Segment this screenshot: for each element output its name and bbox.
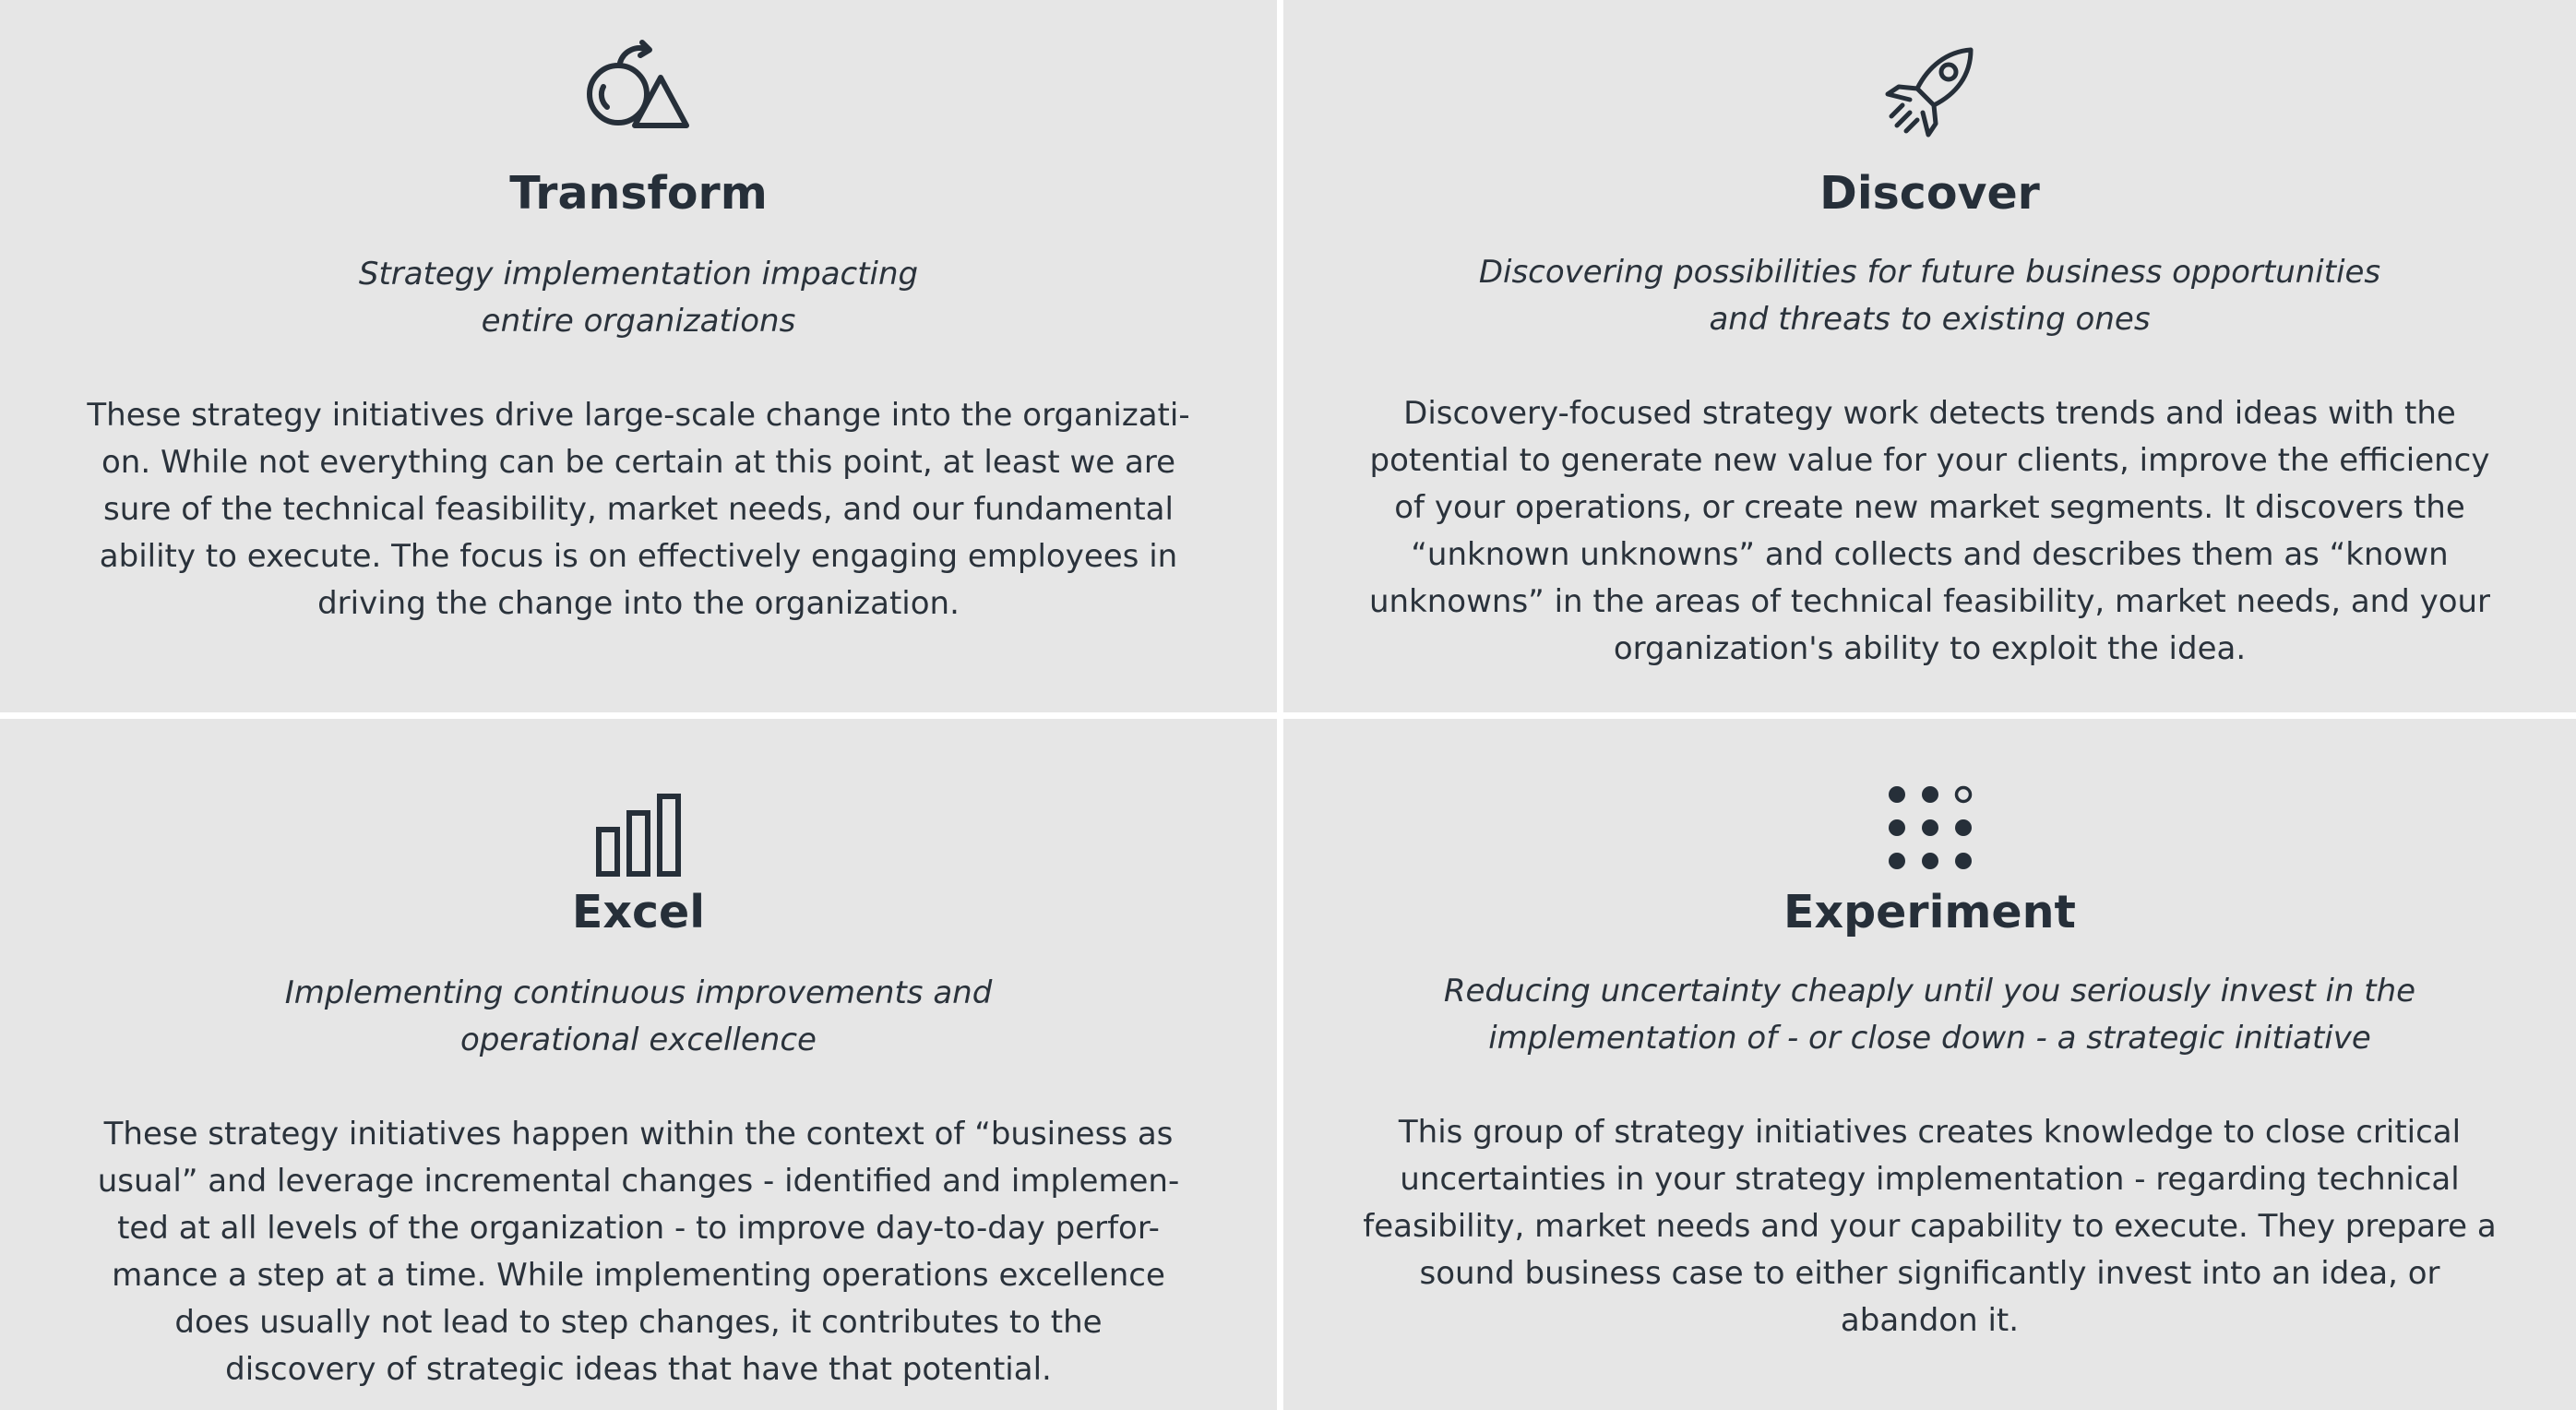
excel-subtitle-line: operational excellence	[460, 1022, 817, 1058]
transform-description-line: These strategy initiatives drive large-scale change into the organizati-	[87, 397, 1190, 434]
transform-description-line: driving the change into the organization.	[317, 585, 960, 622]
rocket-icon	[1882, 46, 1978, 138]
discover-card	[1283, 0, 2576, 712]
experiment-description-line: uncertainties in your strategy implementation - regarding technical	[1400, 1161, 2460, 1198]
excel-description-line: ted at all levels of the organization - to improve day-to-day perfor-	[117, 1210, 1160, 1247]
excel-card	[0, 719, 1277, 1410]
excel-description-line: These strategy initiatives happen within the context of “business as	[103, 1116, 1174, 1153]
transform-description-line: sure of the technical feasibility, market needs, and our fundamental	[103, 491, 1174, 528]
discover-description-line: potential to generate new value for your clients, improve the efficiency	[1369, 442, 2490, 479]
discover-description-line: “unknown unknowns” and collects and describes them as “known	[1411, 536, 2449, 573]
discover-description	[1293, 390, 2567, 673]
experiment-description	[1293, 1109, 2567, 1344]
transform-subtitle-line: Strategy implementation impacting	[358, 256, 919, 293]
experiment-description-line: feasibility, market needs and your capability to execute. They prepare a	[1363, 1208, 2497, 1245]
bar-chart-icon	[594, 793, 683, 878]
discover-description-line: Discovery-focused strategy work detects trends and ideas with the	[1403, 395, 2456, 432]
transform-description-line: ability to execute. The focus is on effectively engaging employees in	[99, 538, 1178, 575]
experiment-subtitle-line: implementation of - or close down - a strategic initiative	[1488, 1020, 2371, 1057]
excel-description-line: does usually not lead to step changes, it contributes to the	[174, 1304, 1103, 1341]
excel-description	[18, 1111, 1258, 1393]
experiment-card	[1283, 719, 2576, 1410]
excel-description-line: mance a step at a time. While implementing operations excellence	[112, 1257, 1165, 1294]
transform-description	[18, 392, 1258, 627]
excel-subtitle-line: Implementing continuous improvements and	[284, 974, 993, 1011]
experiment-description-line: abandon it.	[1840, 1302, 2020, 1339]
experiment-description-line: This group of strategy initiatives creates knowledge to close critical	[1398, 1114, 2462, 1151]
transform-icon	[581, 37, 696, 137]
transform-description-line: on. While not everything can be certain at this point, at least we are	[101, 444, 1175, 481]
experiment-description-line: sound business case to either significantly invest into an idea, or	[1419, 1255, 2440, 1292]
excel-subtitle	[37, 970, 1240, 1064]
transform-card	[0, 0, 1277, 712]
excel-description-line: discovery of strategic ideas that have that potential.	[225, 1351, 1052, 1388]
discover-description-line: unknowns” in the areas of technical feasibility, market needs, and your	[1368, 583, 2491, 620]
discover-subtitle-line: and threats to existing ones	[1709, 301, 2151, 338]
excel-title: Excel	[571, 886, 706, 938]
discover-subtitle	[1302, 249, 2558, 343]
experiment-title: Experiment	[1783, 886, 2076, 938]
experiment-subtitle-line: Reducing uncertainty cheaply until you seriously invest in the	[1443, 973, 2416, 1010]
discover-title: Discover	[1819, 167, 2040, 220]
transform-subtitle	[37, 251, 1240, 345]
dot-grid-icon	[1884, 782, 1976, 874]
transform-subtitle-line: entire organizations	[481, 303, 796, 340]
experiment-subtitle	[1302, 968, 2558, 1062]
discover-description-line: of your operations, or create new market segments. It discovers the	[1394, 489, 2465, 526]
discover-subtitle-line: Discovering possibilities for future business opportunities	[1478, 254, 2381, 291]
transform-title: Transform	[509, 167, 768, 220]
discover-description-line: organization's ability to exploit the idea.	[1613, 630, 2247, 667]
excel-description-line: usual” and leverage incremental changes - identified and implemen-	[97, 1163, 1180, 1200]
